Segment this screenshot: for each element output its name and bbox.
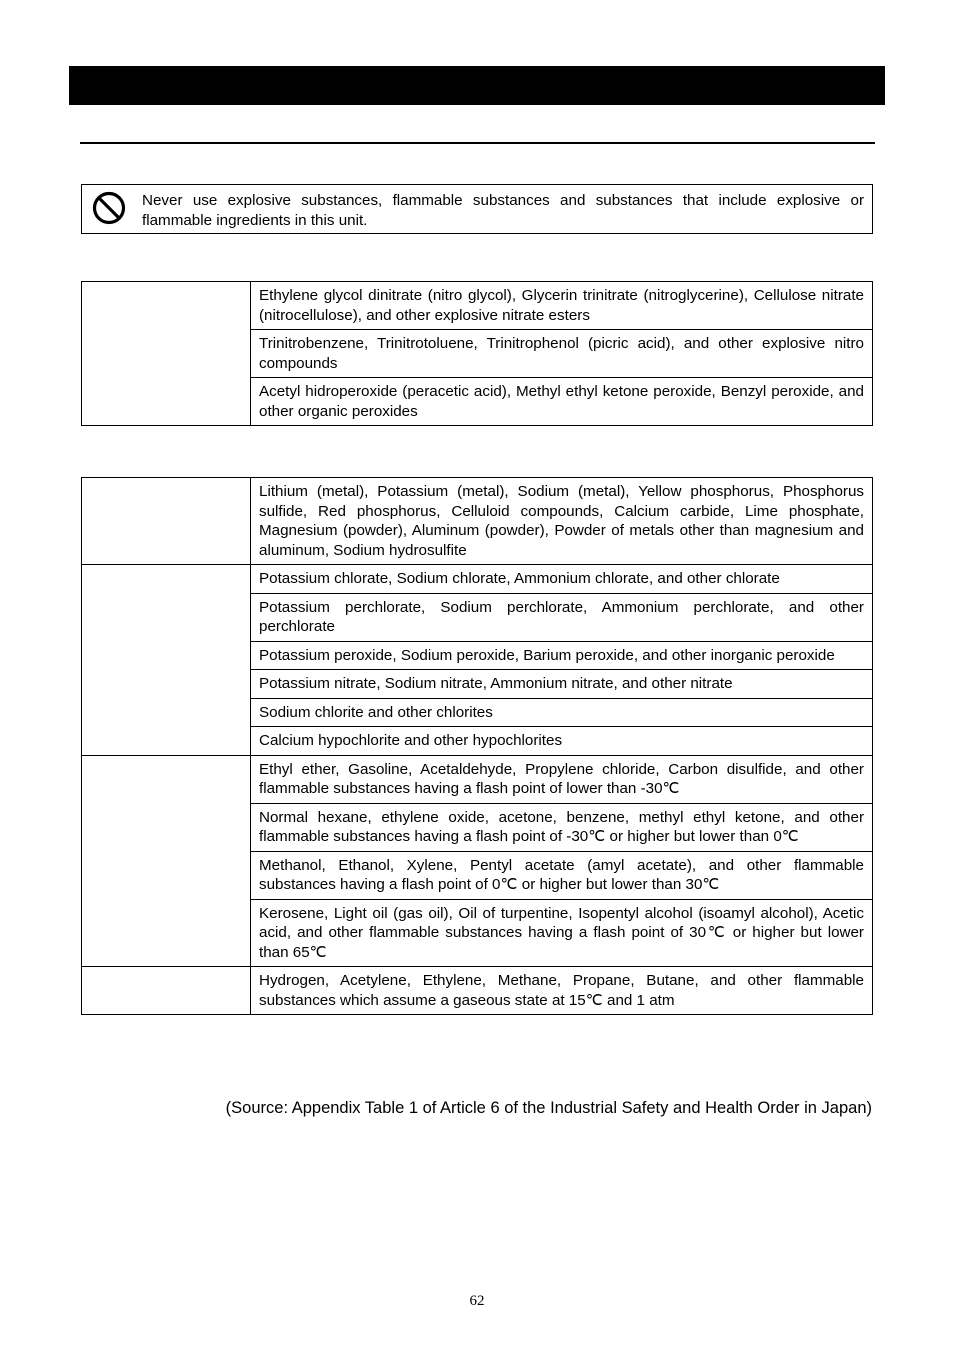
substance-cell: Sodium chlorite and other chlorites [251, 698, 873, 727]
substance-cell: Potassium perchlorate, Sodium perchlorate, Ammonium perchlorate, and other perchlorate [251, 593, 873, 641]
prohibition-icon [92, 191, 126, 225]
substance-cell: Hydrogen, Acetylene, Ethylene, Methane, Propane, Butane, and other flammable substances which assume a gaseous state at 15℃ and 1 atm [251, 967, 873, 1015]
category-cell [82, 565, 251, 756]
warning-box [81, 184, 873, 234]
table-row [82, 565, 873, 594]
table-row [82, 967, 873, 1015]
substance-cell: Normal hexane, ethylene oxide, acetone, benzene, methyl ethyl ketone, and other flammable substances having a flash point of -30℃ or higher but lower than 0℃ [251, 803, 873, 851]
table-row [82, 478, 873, 565]
category-cell [82, 282, 251, 426]
substance-cell: Ethyl ether, Gasoline, Acetaldehyde, Propylene chloride, Carbon disulfide, and other flammable substances having a flash point of lower than -30℃ [251, 755, 873, 803]
substance-cell: Acetyl hidroperoxide (peracetic acid), Methyl ethyl ketone peroxide, Benzyl peroxide, and other organic peroxides [251, 378, 873, 426]
warning-text: Never use explosive substances, flammable substances and substances that include explosive or flammable ingredients in this unit. [142, 192, 864, 229]
substance-cell: Potassium chlorate, Sodium chlorate, Ammonium chlorate, and other chlorate [251, 565, 873, 594]
substance-cell: Potassium peroxide, Sodium peroxide, Barium peroxide, and other inorganic peroxide [251, 641, 873, 670]
substance-cell: Lithium (metal), Potassium (metal), Sodium (metal), Yellow phosphorus, Phosphorus sulfide, Red phosphorus, Celluloid compounds, Calcium carbide, Lime phosphate, Magnesium (powder), Aluminum (powder), Powder of metals other than magnesium and aluminum, Sodium hydrosulfite [251, 478, 873, 565]
section-title-bar [69, 66, 885, 105]
substance-cell: Methanol, Ethanol, Xylene, Pentyl acetate (amyl acetate), and other flammable substances having a flash point of 0℃ or higher but lower than 30℃ [251, 851, 873, 899]
category-cell [82, 967, 251, 1015]
substance-cell: Kerosene, Light oil (gas oil), Oil of turpentine, Isopentyl alcohol (isoamyl alcohol), Acetic acid, and other flammable substances having a flash point of 30℃ or higher but lower than 65℃ [251, 899, 873, 967]
flammable-substances-table [81, 477, 873, 1015]
table-row [82, 755, 873, 803]
substance-cell: Calcium hypochlorite and other hypochlorites [251, 727, 873, 756]
substance-cell: Ethylene glycol dinitrate (nitro glycol), Glycerin trinitrate (nitroglycerine), Cellulose nitrate (nitrocellulose), and other explosive nitrate esters [251, 282, 873, 330]
page-number: 62 [469, 1293, 485, 1309]
category-cell [82, 755, 251, 967]
subsection-rule [80, 142, 875, 144]
substance-cell: Trinitrobenzene, Trinitrotoluene, Trinitrophenol (picric acid), and other explosive nitro compounds [251, 330, 873, 378]
explosive-substances-table [81, 281, 873, 426]
source-note: (Source: Appendix Table 1 of Article 6 of the Industrial Safety and Health Order in Japan) [225, 1099, 872, 1117]
category-cell [82, 478, 251, 565]
substance-cell: Potassium nitrate, Sodium nitrate, Ammonium nitrate, and other nitrate [251, 670, 873, 699]
table-row [82, 282, 873, 330]
